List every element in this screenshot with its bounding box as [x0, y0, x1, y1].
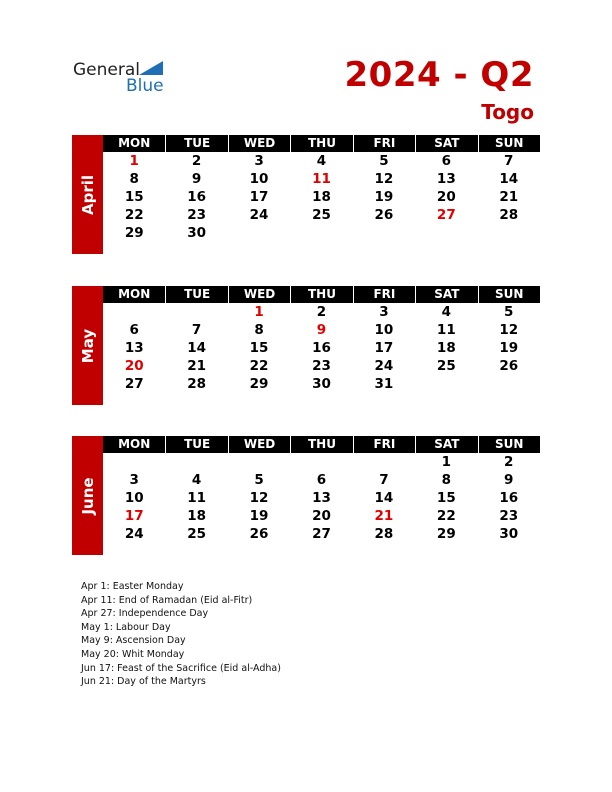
day-cell: 4 — [191, 472, 202, 488]
day-cell: 3 — [254, 153, 264, 169]
week-row — [103, 188, 540, 206]
day-cell: 6 — [316, 472, 327, 488]
day-cell: 23 — [187, 207, 207, 223]
day-cell: 15 — [249, 340, 269, 356]
week-row — [103, 453, 540, 471]
day-cell: 22 — [436, 508, 456, 524]
day-cell: 18 — [187, 508, 207, 524]
day-cell: 19 — [249, 508, 269, 524]
empty-day-cell — [353, 224, 415, 242]
day-cell: 30 — [187, 225, 207, 241]
day-cell: 13 — [312, 490, 331, 506]
day-cell: 24 — [374, 358, 394, 374]
empty-day-cell — [228, 453, 290, 471]
weekday-sat: SAT — [415, 436, 477, 453]
day-cell: 29 — [124, 225, 144, 241]
day-cell: 5 — [379, 153, 389, 169]
empty-day-cell — [165, 453, 227, 471]
day-cell: 18 — [312, 189, 331, 205]
week-row — [103, 357, 540, 375]
day-cell: 17 — [124, 508, 144, 524]
week-row — [103, 224, 540, 242]
month-label — [72, 436, 103, 555]
day-cell: 22 — [124, 207, 144, 223]
holiday-item: May 9: Ascension Day — [81, 635, 186, 647]
day-cell: 9 — [191, 171, 202, 187]
day-cell: 13 — [124, 340, 144, 356]
day-cell: 9 — [316, 322, 327, 338]
day-cell: 2 — [191, 153, 202, 169]
holiday-item: May 1: Labour Day — [81, 621, 171, 633]
week-row — [103, 471, 540, 489]
month-grid — [103, 436, 540, 543]
day-cell: 29 — [249, 376, 269, 392]
day-cell: 17 — [374, 340, 394, 356]
empty-day-cell — [290, 224, 352, 242]
day-cell: 24 — [249, 207, 269, 223]
week-row — [103, 170, 540, 188]
day-cell: 10 — [374, 322, 394, 338]
holiday-item: Jun 17: Feast of the Sacrifice (Eid al-Adha) — [81, 662, 281, 674]
week-row — [103, 339, 540, 357]
country-name: Togo — [481, 100, 534, 124]
empty-day-cell — [228, 224, 290, 242]
weekday-tue: TUE — [165, 286, 227, 303]
day-cell: 25 — [312, 207, 331, 223]
day-cell: 27 — [124, 376, 144, 392]
empty-day-cell — [415, 224, 477, 242]
day-cell: 23 — [499, 508, 519, 524]
weekday-header — [103, 436, 540, 453]
week-row — [103, 152, 540, 170]
day-cell: 20 — [436, 189, 456, 205]
day-cell: 15 — [436, 490, 456, 506]
day-cell: 7 — [504, 153, 514, 169]
month-grid — [103, 286, 540, 393]
weekday-header — [103, 135, 540, 152]
page-title: 2024 - Q2 — [344, 55, 534, 95]
weekday-sun: SUN — [478, 135, 540, 152]
month-block-june — [72, 436, 540, 555]
day-cell: 27 — [312, 526, 331, 542]
day-cell: 30 — [312, 376, 331, 392]
day-cell: 17 — [249, 189, 269, 205]
day-cell: 26 — [249, 526, 269, 542]
weekday-fri: FRI — [353, 286, 415, 303]
holiday-item: Jun 21: Day of the Martyrs — [81, 676, 206, 688]
day-cell: 10 — [124, 490, 144, 506]
week-row — [103, 375, 540, 393]
day-cell: 25 — [436, 358, 456, 374]
weekday-fri: FRI — [353, 135, 415, 152]
day-cell: 19 — [499, 340, 519, 356]
day-cell: 21 — [374, 508, 394, 524]
day-cell: 30 — [499, 526, 519, 542]
day-cell: 23 — [312, 358, 331, 374]
day-cell: 8 — [254, 322, 264, 338]
day-cell: 11 — [436, 322, 456, 338]
day-cell: 29 — [436, 526, 456, 542]
day-cell: 24 — [124, 526, 144, 542]
empty-day-cell — [478, 375, 540, 393]
day-cell: 18 — [436, 340, 456, 356]
day-cell: 11 — [312, 171, 331, 187]
month-grid — [103, 135, 540, 242]
day-cell: 31 — [374, 376, 394, 392]
empty-day-cell — [103, 453, 165, 471]
day-cell: 26 — [499, 358, 519, 374]
day-cell: 3 — [129, 472, 139, 488]
day-cell: 5 — [504, 304, 514, 320]
day-cell: 12 — [374, 171, 394, 187]
weekday-wed: WED — [228, 436, 290, 453]
day-cell: 9 — [504, 472, 514, 488]
day-cell: 19 — [374, 189, 394, 205]
day-cell: 28 — [499, 207, 519, 223]
holiday-item: May 20: Whit Monday — [81, 648, 185, 660]
day-cell: 13 — [436, 171, 456, 187]
holiday-item: Apr 11: End of Ramadan (Eid al-Fitr) — [81, 594, 253, 606]
month-block-may — [72, 286, 540, 405]
weekday-sat: SAT — [415, 135, 477, 152]
day-cell: 5 — [254, 472, 264, 488]
day-cell: 21 — [187, 358, 207, 374]
day-cell: 14 — [499, 171, 519, 187]
month-name: June — [78, 476, 97, 515]
holiday-item: Apr 1: Easter Monday — [81, 581, 184, 592]
day-cell: 28 — [187, 376, 207, 392]
day-cell: 12 — [499, 322, 519, 338]
day-cell: 2 — [316, 304, 327, 320]
month-name: April — [78, 174, 97, 215]
weekday-wed: WED — [228, 286, 290, 303]
empty-day-cell — [353, 453, 415, 471]
holiday-item: Apr 27: Independence Day — [81, 608, 209, 620]
day-cell: 7 — [379, 472, 389, 488]
empty-day-cell — [478, 224, 540, 242]
day-cell: 1 — [129, 153, 139, 169]
day-cell: 1 — [441, 454, 452, 470]
weekday-fri: FRI — [353, 436, 415, 453]
weekday-thu: THU — [290, 286, 352, 303]
holiday-list — [81, 580, 281, 689]
weekday-sun: SUN — [478, 436, 540, 453]
weekday-sun: SUN — [478, 286, 540, 303]
week-row — [103, 525, 540, 543]
weekday-mon: MON — [118, 136, 151, 150]
day-cell: 4 — [441, 304, 452, 320]
day-cell: 28 — [374, 526, 394, 542]
weekday-sat: SAT — [415, 286, 477, 303]
month-label — [72, 135, 103, 254]
day-cell: 27 — [436, 207, 456, 223]
day-cell: 16 — [187, 189, 207, 205]
weekday-mon: MON — [118, 287, 151, 301]
empty-day-cell — [415, 375, 477, 393]
day-cell: 11 — [187, 490, 207, 506]
week-row — [103, 507, 540, 525]
weekday-thu: THU — [290, 436, 352, 453]
logo-general-text: General — [73, 60, 140, 80]
day-cell: 3 — [379, 304, 389, 320]
day-cell: 25 — [187, 526, 207, 542]
week-row — [103, 303, 540, 321]
logo-triangle-icon — [139, 61, 163, 75]
weekday-header — [103, 286, 540, 303]
weekday-mon: MON — [118, 437, 151, 451]
day-cell: 6 — [129, 322, 139, 338]
day-cell: 26 — [374, 207, 394, 223]
empty-day-cell — [290, 453, 352, 471]
day-cell: 2 — [504, 454, 514, 470]
week-row — [103, 489, 540, 507]
day-cell: 14 — [187, 340, 207, 356]
day-cell: 16 — [499, 490, 519, 506]
logo-blue-text: Blue — [126, 76, 164, 96]
day-cell: 20 — [312, 508, 331, 524]
empty-day-cell — [103, 303, 165, 321]
day-cell: 10 — [249, 171, 269, 187]
day-cell: 16 — [312, 340, 331, 356]
weekday-thu: THU — [290, 135, 352, 152]
day-cell: 21 — [499, 189, 519, 205]
day-cell: 12 — [249, 490, 269, 506]
day-cell: 4 — [316, 153, 327, 169]
day-cell: 7 — [191, 322, 202, 338]
day-cell: 22 — [249, 358, 269, 374]
day-cell: 6 — [441, 153, 452, 169]
weekday-tue: TUE — [165, 436, 227, 453]
weekday-wed: WED — [228, 135, 290, 152]
month-name: May — [78, 328, 97, 363]
week-row — [103, 321, 540, 339]
weekday-tue: TUE — [165, 135, 227, 152]
day-cell: 8 — [129, 171, 139, 187]
empty-day-cell — [165, 303, 227, 321]
day-cell: 1 — [254, 304, 264, 320]
day-cell: 8 — [441, 472, 452, 488]
week-row — [103, 206, 540, 224]
month-label — [72, 286, 103, 405]
day-cell: 20 — [124, 358, 144, 374]
day-cell: 15 — [124, 189, 144, 205]
day-cell: 14 — [374, 490, 394, 506]
month-block-april — [72, 135, 540, 254]
